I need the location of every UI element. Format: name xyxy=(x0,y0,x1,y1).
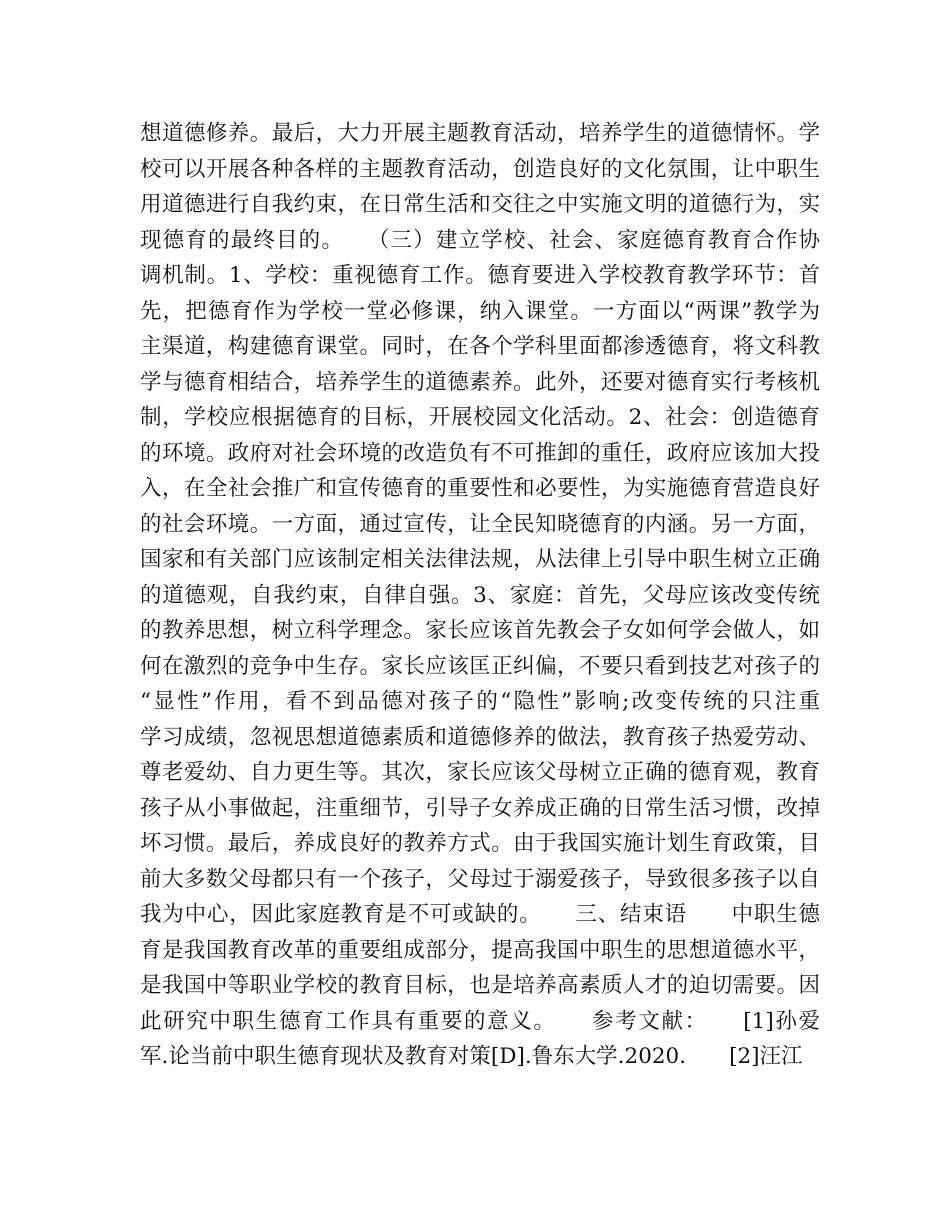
text-line: 入，在全社会推广和宣传德育的重要性和必要性，为实施德育营造良好 xyxy=(140,476,820,501)
text-line: 先，把德育作为学校一堂必修课，纳入课堂。一方面以“两课”教学为 xyxy=(140,298,820,324)
text-line: 军.论当前中职生德育现状及教育对策[D].鲁东大学.2020. [2]汪江 xyxy=(140,1044,803,1069)
text-line: 的环境。政府对社会环境的改造负有不可推卸的重任，政府应该加大投 xyxy=(140,440,820,466)
text-line: 坏习惯。最后，养成良好的教养方式。由于我国实施计划生育政策，目 xyxy=(140,831,820,856)
text-line: 尊老爱幼、自力更生等。其次，家长应该父母树立正确的德育观，教育 xyxy=(140,760,820,785)
text-line: 用道德进行自我约束，在日常生活和交往之中实施文明的道德行为，实 xyxy=(140,192,820,217)
text-line: 的道德观，自我约束，自律自强。3、家庭：首先，父母应该改变传统 xyxy=(140,582,820,608)
text-line: “显性”作用，看不到品德对孩子的“隐性”影响;改变传统的只注重 xyxy=(140,689,820,714)
body-text xyxy=(140,116,820,1075)
text-line: 现德育的最终目的。 （三）建立学校、社会、家庭德育教育合作协 xyxy=(140,227,820,253)
text-line: 育是我国教育改革的重要组成部分，提高我国中职生的思想道德水平， xyxy=(140,937,820,963)
text-line: 主渠道，构建德育课堂。同时，在各个学科里面都渗透德育，将文科教 xyxy=(140,334,820,359)
text-line: 何在激烈的竞争中生存。家长应该匡正纠偏，不要只看到技艺对孩子的 xyxy=(140,653,820,679)
text-line: 校可以开展各种各样的主题教育活动，创造良好的文化氛围，让中职生 xyxy=(140,156,820,182)
text-line: 此研究中职生德育工作具有重要的意义。 参考文献： [1]孙爱 xyxy=(140,1008,820,1034)
text-line: 学与德育相结合，培养学生的道德素养。此外，还要对德育实行考核机 xyxy=(140,369,820,395)
text-line: 调机制。1、学校：重视德育工作。德育要进入学校教育教学环节：首 xyxy=(140,263,820,288)
text-line: 前大多数父母都只有一个孩子，父母过于溺爱孩子，导致很多孩子以自 xyxy=(140,866,820,892)
text-line: 制，学校应根据德育的目标，开展校园文化活动。2、社会：创造德育 xyxy=(140,405,820,430)
text-line: 孩子从小事做起，注重细节，引导子女养成正确的日常生活习惯，改掉 xyxy=(140,795,820,821)
text-line: 学习成绩，忽视思想道德素质和道德修养的做法，教育孩子热爱劳动、 xyxy=(140,724,820,750)
text-line: 想道德修养。最后，大力开展主题教育活动，培养学生的道德情怀。学 xyxy=(140,121,820,146)
text-line: 国家和有关部门应该制定相关法律法规，从法律上引导中职生树立正确 xyxy=(140,547,820,572)
text-line: 的教养思想，树立科学理念。家长应该首先教会子女如何学会做人，如 xyxy=(140,618,820,643)
text-line: 是我国中等职业学校的教育目标，也是培养高素质人才的迫切需要。因 xyxy=(140,973,820,998)
text-line: 我为中心，因此家庭教育是不可或缺的。 三、结束语 中职生德 xyxy=(140,902,820,927)
text-line: 的社会环境。一方面，通过宣传，让全民知晓德育的内涵。另一方面， xyxy=(140,511,820,537)
